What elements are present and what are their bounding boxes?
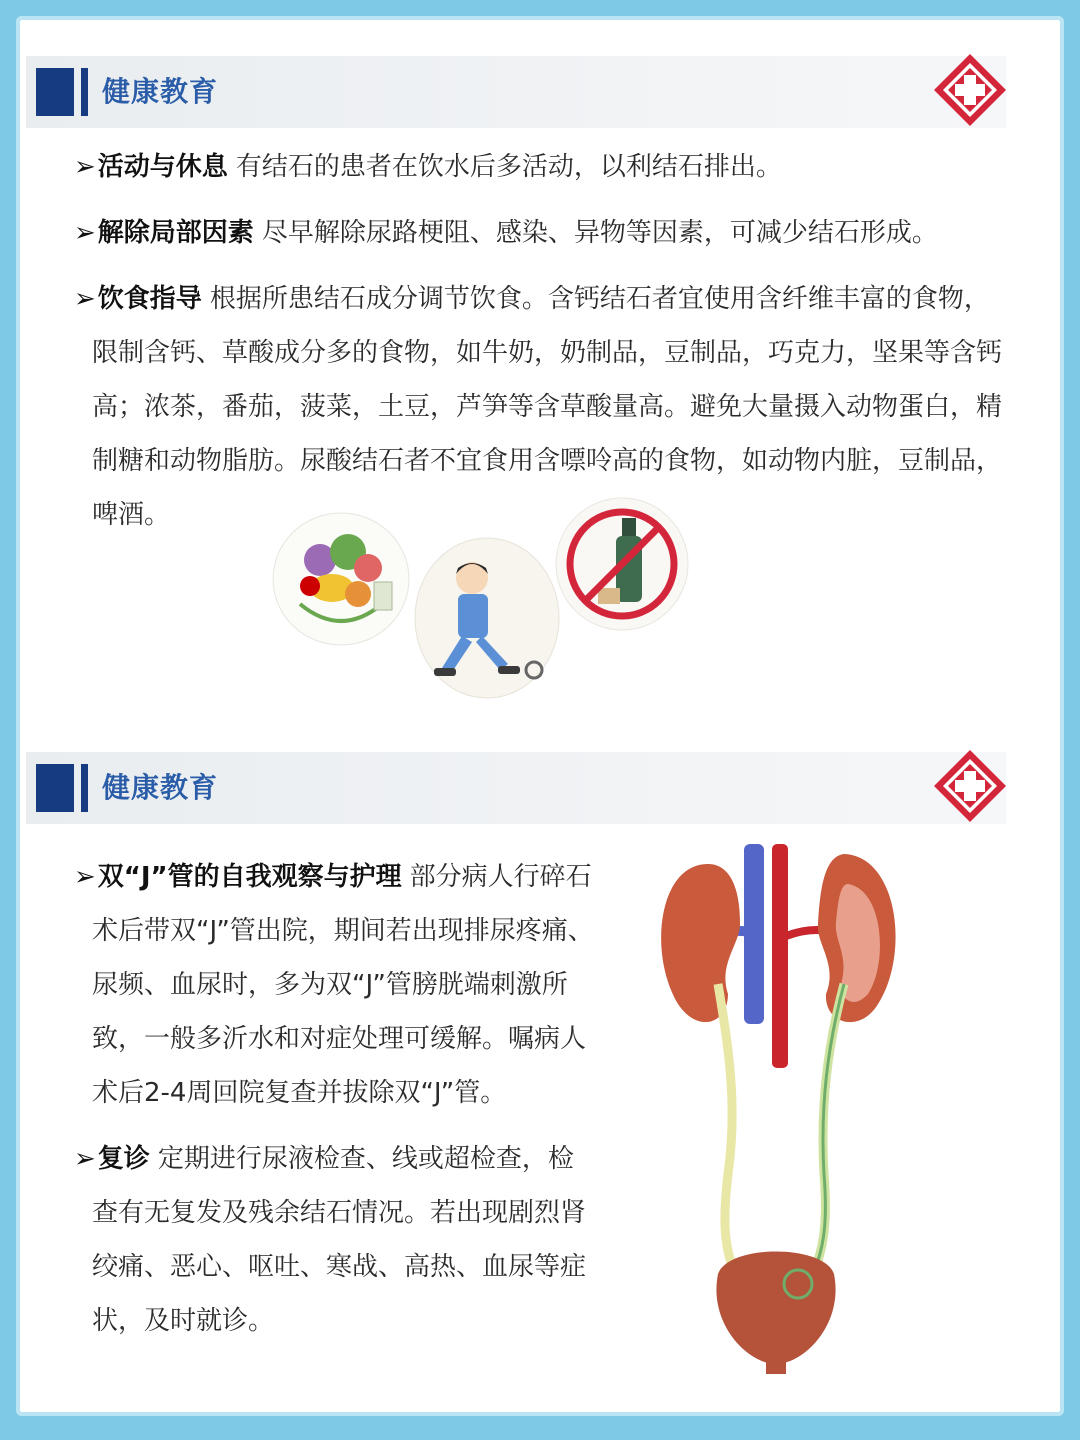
- item-followup: [74, 1132, 574, 1186]
- medical-cross-icon: [932, 748, 1008, 824]
- item-text: 有结石的患者在饮水后多活动，以利结石排出。: [235, 152, 782, 182]
- medical-cross-icon: [932, 52, 1008, 128]
- bullet-arrow-icon: ➢: [74, 1144, 96, 1174]
- section-diet-activity: [16, 56, 1064, 716]
- section-title: 健康教育: [102, 771, 219, 804]
- bullet-arrow-icon: ➢: [74, 218, 96, 248]
- header-block-mark: [36, 764, 74, 812]
- item-text-line: 啤酒。: [92, 500, 171, 530]
- page: [16, 16, 1064, 1416]
- section-stent-followup: [16, 752, 1064, 1402]
- item-text-line: 状，及时就诊。: [92, 1306, 275, 1336]
- item-text-line: 查有无复发及残余结石情况。若出现剧烈肾: [92, 1198, 587, 1228]
- header-line-mark: [81, 764, 88, 812]
- bullet-arrow-icon: ➢: [74, 284, 96, 314]
- item-text: 定期进行尿液检查、线或超检查，检: [157, 1144, 574, 1174]
- item-text-line: 高；浓茶，番茄，菠菜，土豆，芦笋等含草酸量高。避免大量摄入动物蛋白，精: [92, 392, 1003, 422]
- item-heading: 复诊: [97, 1144, 150, 1174]
- section-header: [26, 56, 1006, 128]
- section-header: [26, 752, 1006, 824]
- no-alcohol-icon: [554, 496, 690, 632]
- item-text-line: 制糖和动物脂肪。尿酸结石者不宜食用含嘌呤高的食物，如动物内脏，豆制品，: [92, 446, 1003, 476]
- exercise-person-illustration: [412, 536, 562, 700]
- item-text-line: 尿频、血尿时，多为双“J”管膀胱端刺激所: [92, 970, 568, 1000]
- item-text-line: 术后带双“J”管出院，期间若出现排尿疼痛、: [92, 916, 594, 946]
- bullet-arrow-icon: ➢: [74, 152, 96, 182]
- vegetables-illustration: [270, 508, 412, 650]
- section-title: 健康教育: [102, 75, 219, 108]
- item-text-line: 绞痛、恶心、呕吐、寒战、高热、血尿等症: [92, 1252, 587, 1282]
- item-remove-factors: [74, 206, 938, 260]
- bullet-arrow-icon: ➢: [74, 862, 96, 892]
- item-text-line: 术后2-4周回院复查并拔除双“J”管。: [92, 1078, 507, 1108]
- header-block-mark: [36, 68, 74, 116]
- item-text: 根据所患结石成分调节饮食。含钙结石者宜使用含纤维丰富的食物，: [209, 284, 990, 314]
- item-text: 部分病人行碎石: [409, 862, 592, 892]
- header-line-mark: [81, 68, 88, 116]
- item-text-line: 致，一般多沂水和对症处理可缓解。嘱病人: [92, 1024, 587, 1054]
- item-heading: 活动与休息: [97, 152, 228, 182]
- item-heading: 解除局部因素: [97, 218, 254, 248]
- item-double-j-stent: [74, 850, 592, 904]
- item-activity: [74, 140, 782, 194]
- item-text-line: 限制含钙、草酸成分多的食物，如牛奶，奶制品，豆制品，巧克力，坚果等含钙: [92, 338, 1003, 368]
- item-heading: 双“J”管的自我观察与护理: [97, 862, 402, 892]
- item-heading: 饮食指导: [97, 284, 202, 314]
- item-diet: [74, 272, 990, 326]
- item-text: 尽早解除尿路梗阻、感染、异物等因素，可减少结石形成。: [261, 218, 938, 248]
- urinary-system-illustration: [648, 844, 908, 1374]
